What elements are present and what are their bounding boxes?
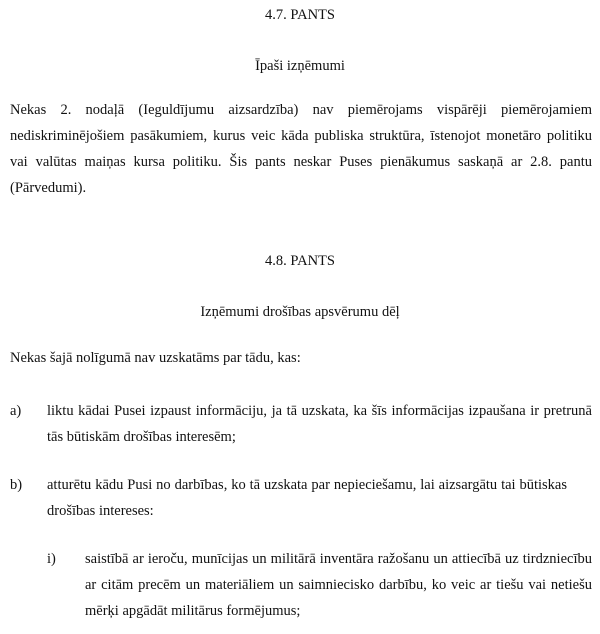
list-item-label-a: a) — [10, 403, 22, 419]
list-item-text-a: liktu kādai Pusei izpaust informāciju, ja tā uzskata, ka šīs informācijas izpaušana ir pretrunā tās būtiskām drošības interesēm; — [47, 403, 592, 445]
sublist-item-label-i: i) — [47, 551, 56, 567]
article-4-7-body: Nekas 2. nodaļā (Ieguldījumu aizsardzība) nav piemērojams vispārēji piemērojamiem nediskriminējošiem pasākumiem, kurus veic kāda publiska struktūra, īstenojot monetāro politiku vai valūtas maiņas kursa politiku. Šis pants neskar Puses pienākumus saskaņā ar 2.8. pantu (Pārvedumi). — [10, 102, 592, 196]
list-item-text-b: atturētu kādu Pusi no darbības, ko tā uzskata par nepieciešamu, lai aizsargātu tai būtiskas drošības intereses: — [47, 477, 567, 519]
sublist-item-text-i: saistībā ar ieroču, munīcijas un militārā inventāra ražošanu un attiecībā uz tirdzniecību ar citām precēm un materiāliem un saimnieciskо darbību, ko veic ar tiešu vai netiešu mērķi apgādāt militārus formējumus; — [85, 551, 592, 619]
list-item-label-b: b) — [10, 477, 23, 493]
article-4-7-subtitle: Īpaši izņēmumi — [255, 58, 345, 74]
article-4-7-heading: 4.7. PANTS — [265, 7, 335, 23]
article-4-8-heading: 4.8. PANTS — [265, 253, 335, 269]
article-4-8-subtitle: Izņēmumi drošības apsvērumu dēļ — [200, 304, 400, 320]
article-4-8-intro: Nekas šajā nolīgumā nav uzskatāms par tādu, kas: — [10, 350, 301, 366]
